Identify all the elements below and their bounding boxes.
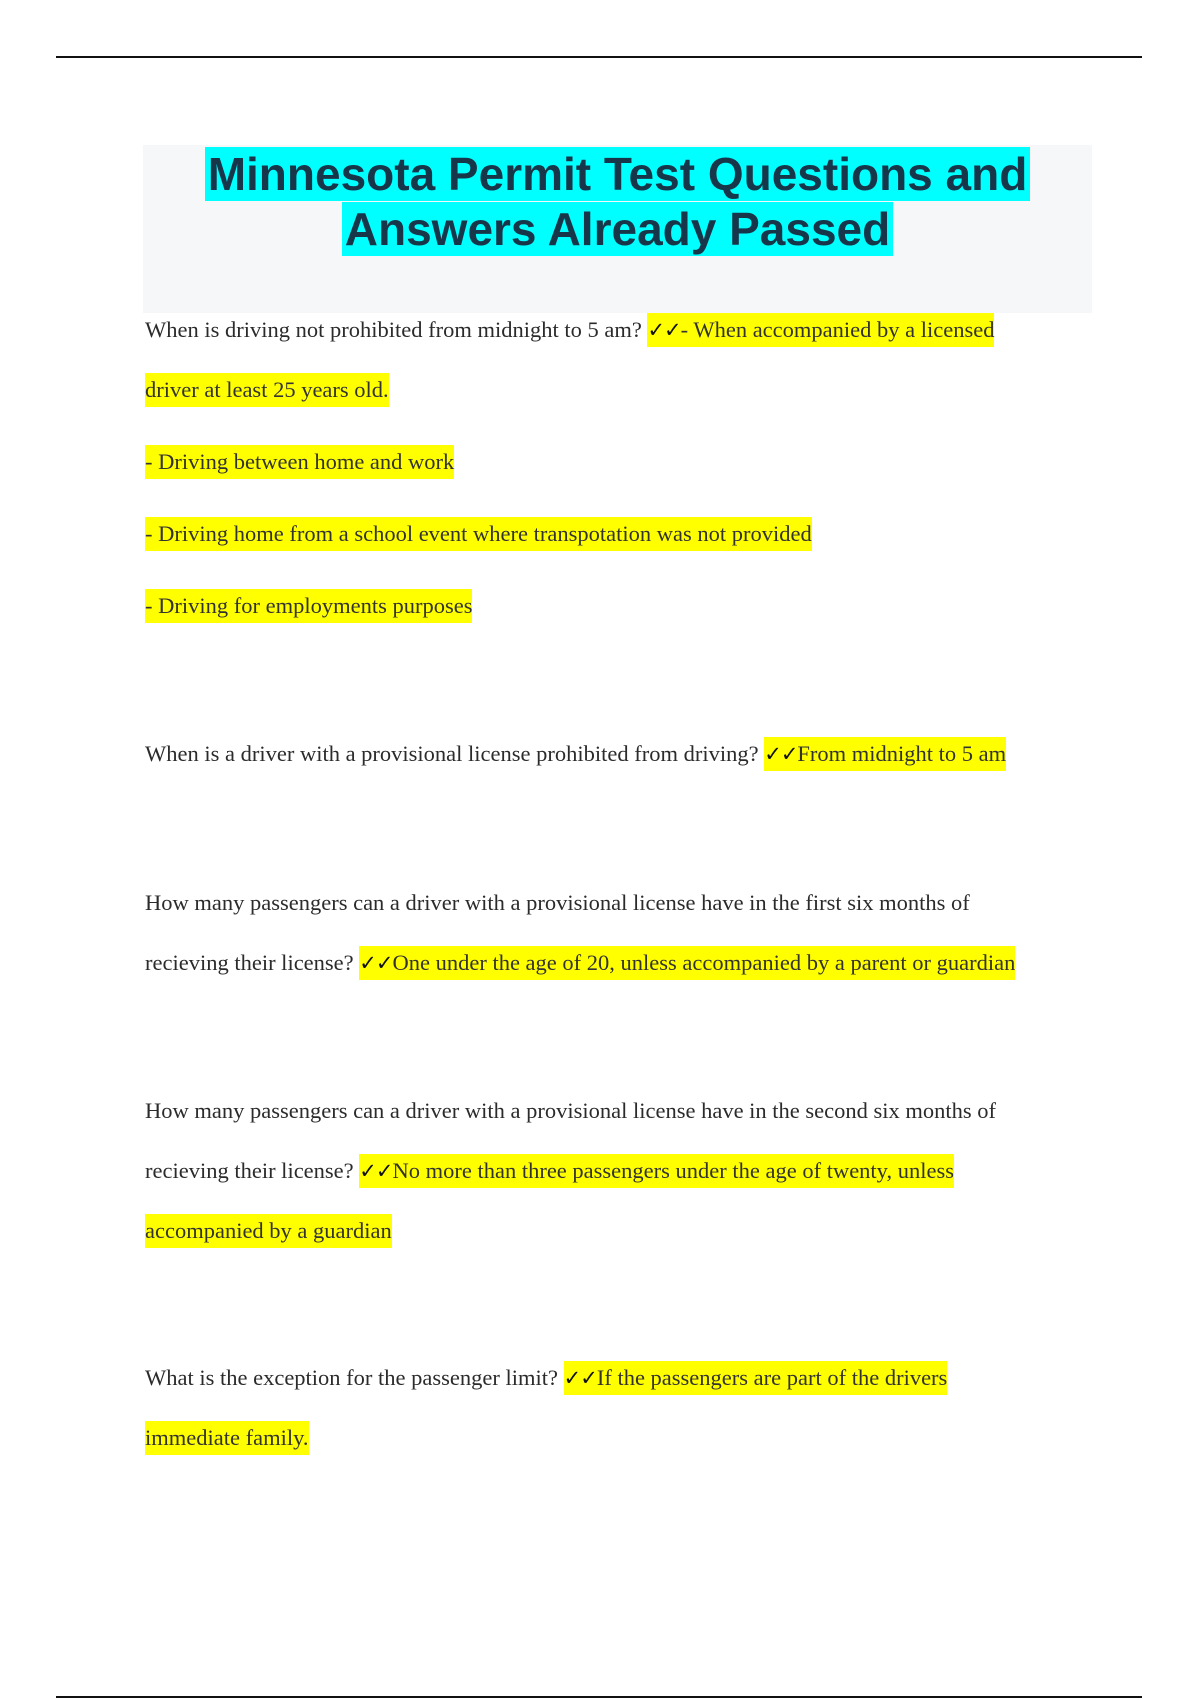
qa-item-1	[145, 300, 1095, 636]
question-text: recieving their license?	[145, 950, 354, 975]
answer-text: If the passengers are part of the drivers	[596, 1365, 948, 1390]
question-text: How many passengers can a driver with a provisional license have in the second six months of	[145, 1098, 997, 1123]
qa-item-5	[145, 1348, 1095, 1468]
double-check-icon: ✓✓	[563, 1366, 597, 1390]
answer-highlight	[764, 737, 1006, 771]
top-rule	[56, 56, 1142, 58]
answer-text: One under the age of 20, unless accompanied by a parent or guardian	[392, 950, 1016, 975]
answer-text: - Driving for employments purposes	[145, 589, 472, 623]
answer-text: No more than three passengers under the age of twenty, unless	[392, 1158, 954, 1183]
answer-highlight	[647, 313, 994, 347]
qa-item-3	[145, 873, 1095, 993]
double-check-icon: ✓✓	[359, 1159, 393, 1183]
double-check-icon: ✓✓	[359, 951, 393, 975]
bottom-rule	[56, 1696, 1142, 1698]
question-text: How many passengers can a driver with a provisional license have in the first six months of	[145, 890, 970, 915]
document-title-line-1: Minnesota Permit Test Questions and	[205, 147, 1031, 201]
answer-highlight	[564, 1361, 948, 1395]
answer-text: - Driving home from a school event where transpotation was not provided	[145, 517, 812, 551]
answer-text: driver at least 25 years old.	[145, 373, 389, 407]
answer-text: From midnight to 5 am	[797, 741, 1007, 766]
answer-highlight	[359, 1154, 954, 1188]
question-text: What is the exception for the passenger limit?	[145, 1365, 558, 1390]
double-check-icon: ✓✓	[764, 742, 798, 766]
answer-text: - Driving between home and work	[145, 445, 454, 479]
question-text: When is a driver with a provisional license prohibited from driving?	[145, 741, 759, 766]
answer-text: accompanied by a guardian	[145, 1214, 392, 1248]
qa-item-4	[145, 1081, 1095, 1261]
question-text: recieving their license?	[145, 1158, 354, 1183]
title-block	[143, 145, 1092, 313]
qa-item-2	[145, 724, 1095, 784]
answer-highlight	[359, 946, 1015, 980]
document-title-line-2: Answers Already Passed	[342, 202, 893, 256]
double-check-icon: ✓✓	[647, 318, 681, 342]
question-text: When is driving not prohibited from midnight to 5 am?	[145, 317, 642, 342]
answer-text: immediate family.	[145, 1421, 309, 1455]
answer-text: - When accompanied by a licensed	[680, 317, 995, 342]
